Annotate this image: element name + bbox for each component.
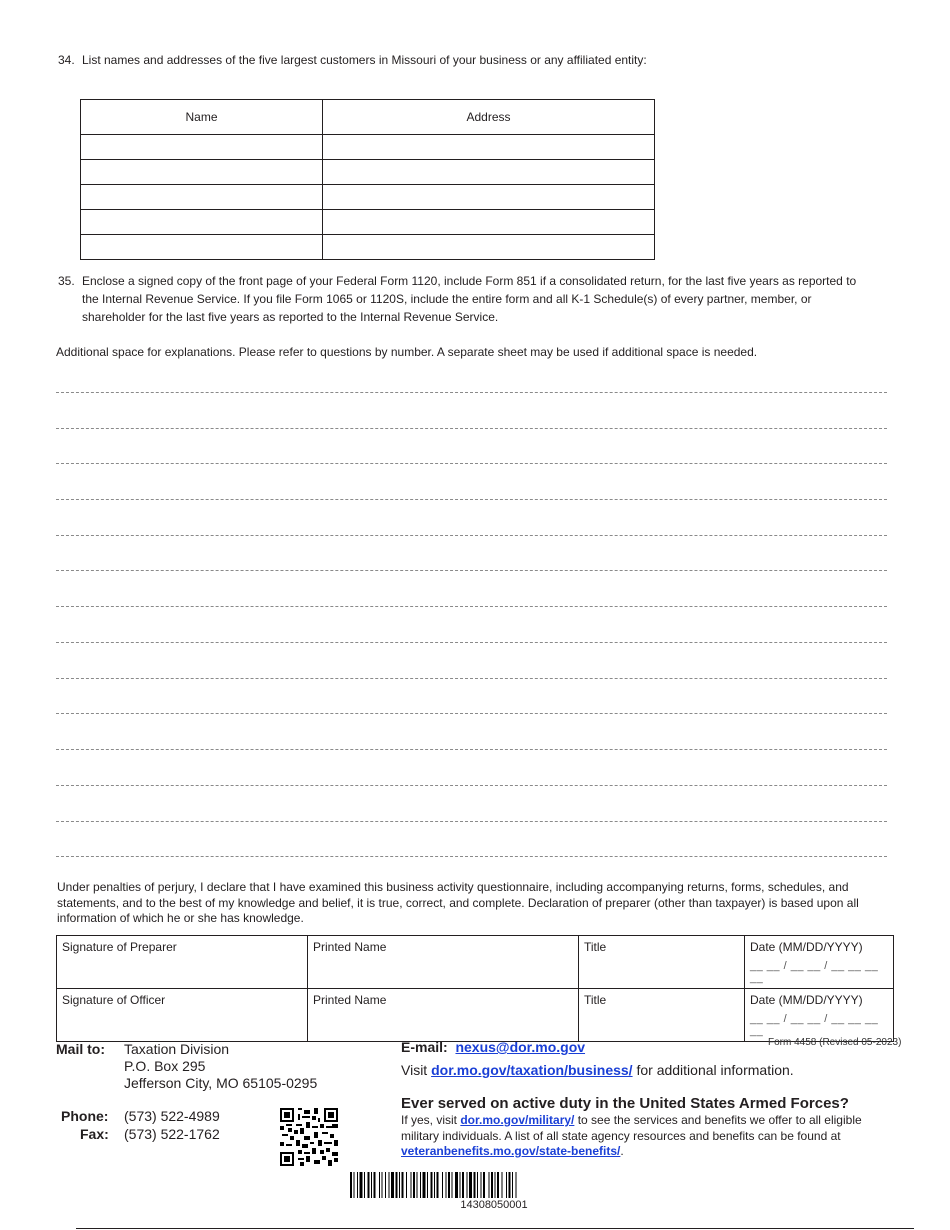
barcode-bar [427, 1172, 428, 1198]
email-link[interactable]: nexus@dor.mo.gov [455, 1039, 586, 1055]
address-line: Taxation Division [124, 1041, 230, 1057]
customer-address-cell[interactable] [323, 185, 655, 210]
table-row [81, 185, 655, 210]
armed-forces-heading: Ever served on active duty in the United States Armed Forces? [401, 1095, 849, 1112]
explanation-line[interactable] [56, 821, 887, 822]
customer-address-cell[interactable] [323, 235, 655, 260]
customer-name-cell[interactable] [81, 160, 323, 185]
veteran-benefits-link[interactable]: veteranbenefits.mo.gov/state-benefits/ [401, 1144, 621, 1158]
barcode-bar [406, 1172, 407, 1198]
customer-name-cell[interactable] [81, 235, 323, 260]
table-row [81, 135, 655, 160]
explanation-line[interactable] [56, 428, 887, 429]
declaration-text [57, 880, 902, 927]
barcode-bar [411, 1172, 412, 1198]
barcode-bar [455, 1172, 458, 1198]
customer-address-cell[interactable] [323, 135, 655, 160]
barcode-bar [431, 1172, 433, 1198]
customer-name-cell[interactable] [81, 135, 323, 160]
barcode-bar [462, 1172, 464, 1198]
fax-label: Fax: [80, 1126, 109, 1142]
business-link[interactable]: dor.mo.gov/taxation/business/ [431, 1062, 633, 1078]
barcode-bar [357, 1172, 358, 1198]
barcode-bar [402, 1172, 404, 1198]
preparer-row [57, 936, 894, 989]
question-text-line: the Internal Revenue Service. If you file Form 1065 or 1120S, include the entire form and all K-1 Schedule(s) of every partner, member, or [82, 292, 812, 306]
barcode-bar [389, 1172, 390, 1198]
date-placeholder: __ __ / __ __ / __ __ __ __ [750, 960, 879, 984]
officer-printed-name-field[interactable] [308, 989, 579, 1042]
barcode-bar [379, 1172, 380, 1198]
question-35 [58, 272, 918, 328]
barcode-bar [360, 1172, 363, 1198]
barcode-bar [491, 1172, 493, 1198]
barcode-bar [483, 1172, 485, 1198]
table-row [81, 235, 655, 260]
barcode-bar [437, 1172, 439, 1198]
military-link[interactable]: dor.mo.gov/military/ [460, 1113, 575, 1127]
barcode-bar [374, 1172, 376, 1198]
question-number: 35. [58, 274, 75, 288]
visit-row [401, 1062, 794, 1079]
barcode-bar [512, 1172, 513, 1198]
barcode-bar [442, 1172, 443, 1198]
barcode-bar [382, 1172, 383, 1198]
preparer-signature-field[interactable] [57, 936, 308, 989]
barcode-bar [452, 1172, 453, 1198]
field-label: Signature of Preparer [62, 940, 177, 954]
armed-forces-text: If yes, visit dor.mo.gov/military/ to see the services and benefits we offer to all eligible military individuals. A list of all state agency resources and benefits can be found at veteranbenefits.mo.gov/state-benefits/. [401, 1113, 862, 1158]
signature-table [56, 935, 894, 1042]
field-label: Title [584, 940, 607, 954]
barcode-bar [497, 1172, 499, 1198]
table-row [81, 160, 655, 185]
explanation-line[interactable] [56, 499, 887, 500]
barcode-bar [516, 1172, 517, 1198]
barcode-bar [368, 1172, 370, 1198]
explanation-line[interactable] [56, 678, 887, 679]
barcode-bar [434, 1172, 435, 1198]
date-placeholder: __ __ / __ __ / __ __ __ __ [750, 1013, 879, 1037]
field-label: Date (MM/DD/YYYY) [750, 993, 863, 1007]
barcode-bar [413, 1172, 415, 1198]
explanation-line[interactable] [56, 856, 887, 857]
declaration-line: information of which he or she has knowledge. [57, 911, 304, 925]
explanation-line[interactable] [56, 749, 887, 750]
preparer-date-field[interactable] [745, 936, 894, 989]
question-number: 34. [58, 53, 75, 67]
question-text-line: shareholder for the last five years as reported to the Internal Revenue Service. [82, 310, 499, 324]
customer-address-cell[interactable] [323, 210, 655, 235]
explanation-line[interactable] [56, 606, 887, 607]
explanation-line[interactable] [56, 642, 887, 643]
barcode-bar [460, 1172, 461, 1198]
phone-label: Phone: [61, 1108, 109, 1124]
customers-table [80, 99, 655, 260]
barcode-bar [350, 1172, 352, 1198]
fax-value: (573) 522-1762 [124, 1126, 220, 1142]
qr-code-icon [280, 1108, 338, 1166]
barcode-bar [469, 1172, 472, 1198]
email-row [401, 1039, 585, 1056]
visit-prefix: Visit [401, 1062, 432, 1078]
barcode-bar [371, 1172, 372, 1198]
question-text: List names and addresses of the five largest customers in Missouri of your business or any affiliated entity: [82, 53, 647, 67]
barcode-bar [417, 1172, 418, 1198]
barcode-bar [446, 1172, 447, 1198]
barcode-bar [467, 1172, 468, 1198]
barcode-bar [385, 1172, 386, 1198]
address-line: P.O. Box 295 [124, 1058, 206, 1074]
officer-signature-field[interactable] [57, 989, 308, 1042]
address-line: Jefferson City, MO 65105-0295 [124, 1075, 318, 1091]
barcode-bar [396, 1172, 398, 1198]
phone-value: (573) 522-4989 [124, 1108, 220, 1124]
officer-date-field[interactable] [745, 989, 894, 1042]
form-id: Form 4458 (Revised 05-2023) [768, 1037, 902, 1048]
barcode-bar [509, 1172, 511, 1198]
barcode-bar [354, 1172, 355, 1198]
customer-name-cell[interactable] [81, 210, 323, 235]
barcode-bar [474, 1172, 476, 1198]
visit-suffix: for additional information. [632, 1062, 794, 1078]
explanation-line[interactable] [56, 535, 887, 536]
barcode-bar [489, 1172, 490, 1198]
barcode-bar [481, 1172, 482, 1198]
column-header-address: Address [323, 100, 655, 135]
officer-row [57, 989, 894, 1042]
barcode-icon [350, 1172, 638, 1198]
explanation-line[interactable] [56, 392, 887, 393]
explanation-line[interactable] [56, 713, 887, 714]
field-label: Title [584, 993, 607, 1007]
mailing-address [124, 1041, 317, 1092]
customer-address-cell[interactable] [323, 160, 655, 185]
question-text-line: Enclose a signed copy of the front page of your Federal Form 1120, include Form 851 if a consolidated return, for the last five years as reported to [82, 274, 857, 288]
field-label: Printed Name [313, 993, 387, 1007]
barcode-bar [506, 1172, 507, 1198]
barcode-bar [391, 1172, 394, 1198]
declaration-line: statements, and to the best of my knowledge and belief, it is true, correct, and complete. Declaration of preparer (other than taxpayer) is based upon all [57, 895, 859, 910]
table-header-row [81, 100, 655, 135]
field-label: Signature of Officer [62, 993, 166, 1007]
barcode-bar [364, 1172, 365, 1198]
barcode-bar [502, 1172, 503, 1198]
column-header-name: Name [81, 100, 323, 135]
barcode-bar [399, 1172, 400, 1198]
divider [76, 1228, 914, 1229]
field-label: Printed Name [313, 940, 387, 954]
additional-space-label: Additional space for explanations. Please refer to questions by number. A separate sheet may be used if additional space is needed. [56, 345, 758, 359]
table-row [81, 210, 655, 235]
explanation-line[interactable] [56, 785, 887, 786]
barcode-bar [420, 1172, 421, 1198]
customer-name-cell[interactable] [81, 185, 323, 210]
declaration-line: Under penalties of perjury, I declare that I have examined this business activity questionnaire, including accompanying returns, forms, schedules, and [57, 880, 849, 894]
mail-to-label: Mail to: [56, 1041, 105, 1057]
field-label: Date (MM/DD/YYYY) [750, 940, 863, 954]
barcode-bar [477, 1172, 478, 1198]
barcode-number: 14308050001 [460, 1199, 528, 1211]
explanation-line[interactable] [56, 570, 887, 571]
email-label: E-mail: [401, 1039, 448, 1055]
preparer-title-field[interactable] [579, 936, 745, 989]
explanation-line[interactable] [56, 463, 887, 464]
barcode-bar [423, 1172, 426, 1198]
preparer-printed-name-field[interactable] [308, 936, 579, 989]
barcode-bar [495, 1172, 496, 1198]
officer-title-field[interactable] [579, 989, 745, 1042]
barcode-bar [448, 1172, 450, 1198]
